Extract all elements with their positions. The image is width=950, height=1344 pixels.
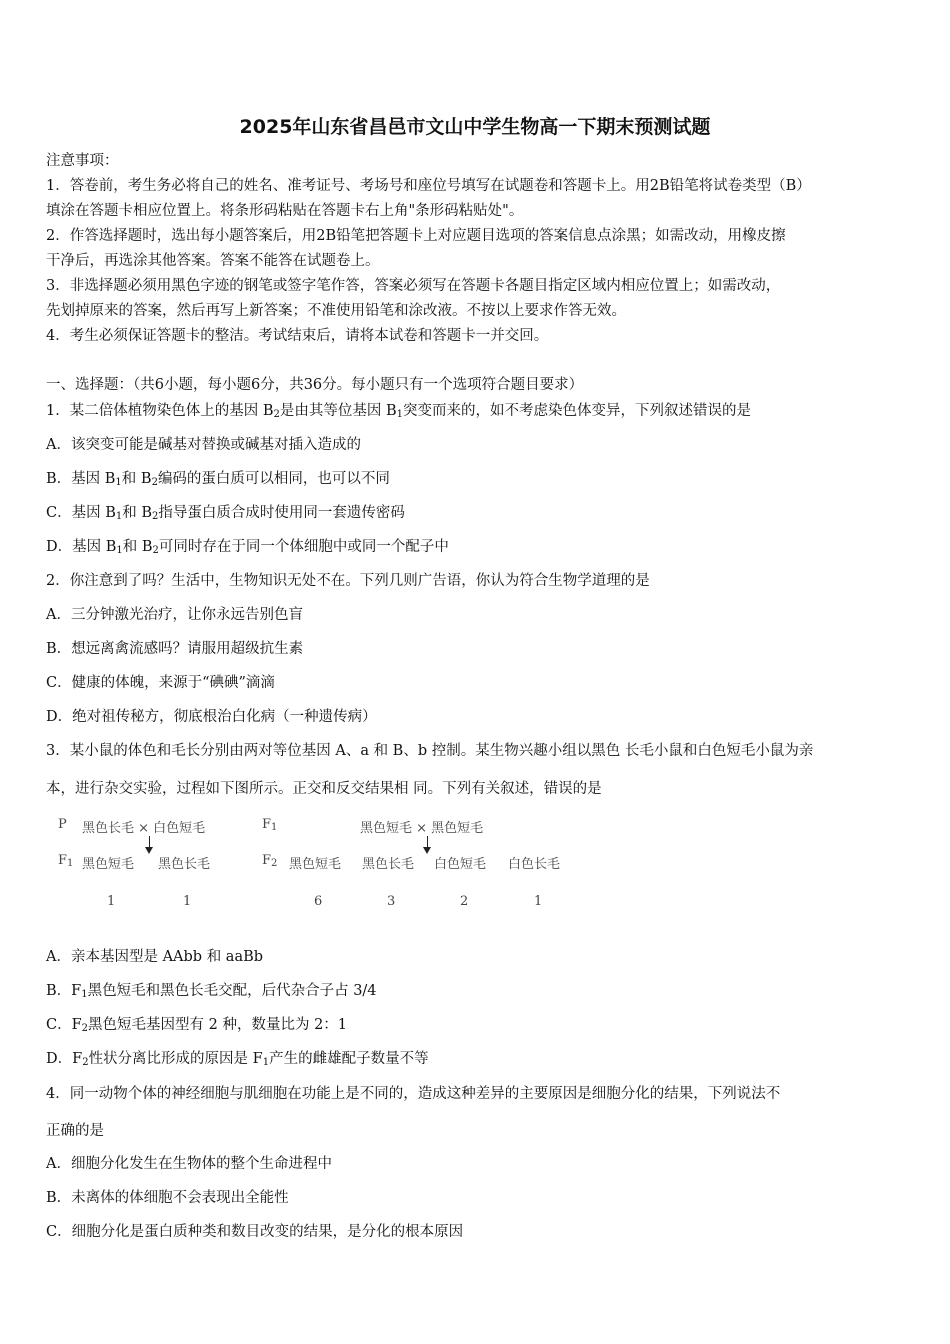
- notice-line: 3．非选择题必须用黑色字迹的钢笔或签字笔作答，答案必须写在答题卡各题目指定区域内相应位置上；如需改动，: [46, 278, 781, 294]
- question-number: 1．: [46, 403, 70, 419]
- option-text: 和 B: [121, 471, 152, 487]
- f2-phenotype: 黑色长毛: [362, 857, 415, 872]
- option-text: 黑色短毛基因型有 2 种，数量比为 2：1: [88, 1017, 348, 1033]
- f2-ratio: 6: [314, 894, 323, 909]
- f1-phenotype: 黑色长毛: [158, 857, 211, 872]
- option-text: C．F: [46, 1017, 82, 1033]
- stem-text: 是由其等位基因 B: [279, 403, 397, 419]
- subscript: 1: [67, 858, 74, 869]
- section-heading: 一、选择题：（共6小题，每小题6分，共36分。每小题只有一个选项符合题目要求）: [46, 377, 584, 393]
- notice-line: 4．考生必须保证答题卡的整洁。考试结束后，请将本试卷和答题卡一并交回。: [46, 328, 549, 344]
- f1-ratio: 1: [183, 894, 192, 909]
- question-1-option-b: [46, 469, 390, 493]
- question-1-option-d: [46, 537, 449, 561]
- notice-heading: 注意事项：: [46, 153, 119, 169]
- question-4-option-a: A．细胞分化发生在生物体的整个生命进程中: [46, 1156, 332, 1172]
- f2-phenotype: 白色长毛: [508, 857, 561, 872]
- question-1-stem: [46, 401, 751, 425]
- f2-phenotype: 白色短毛: [434, 857, 487, 872]
- stem-text: 某二倍体植物染色体上的基因 B: [69, 403, 274, 419]
- p-cross: 黑色长毛 × 白色短毛: [82, 821, 206, 836]
- question-3-option-b: [46, 981, 377, 1005]
- option-text: D．F: [46, 1051, 83, 1067]
- question-4-stem: [46, 1084, 780, 1104]
- option-text: 编码的蛋白质可以相同，也可以不同: [157, 471, 390, 487]
- question-1-option-c: [46, 503, 405, 527]
- down-arrow-icon: [427, 836, 428, 848]
- question-1-option-a: A．该突变可能是碱基对替换或碱基对插入造成的: [46, 437, 361, 453]
- question-3-stem: [46, 741, 813, 761]
- f1-label: [58, 853, 73, 869]
- option-text: 指导蛋白质合成时使用同一套遗传密码: [158, 505, 405, 521]
- option-text: 产生的雌雄配子数量不等: [269, 1051, 429, 1067]
- p-label: P: [58, 817, 67, 832]
- option-text: 黑色短毛和黑色长毛交配，后代杂合子占 3/4: [87, 983, 377, 999]
- stem-text: 你注意到了吗？生活中，生物知识无处不在。下列几则广告语，你认为符合生物学道理的是: [69, 573, 650, 589]
- question-2-option-a: A．三分钟激光治疗，让你永远告别色盲: [46, 607, 303, 623]
- gen-letter: F: [58, 853, 68, 868]
- down-arrow-icon: [149, 836, 150, 848]
- subscript: 2: [152, 545, 159, 556]
- subscript: 1: [116, 545, 123, 556]
- question-2-option-d: D．绝对祖传秘方，彻底根治白化病（一种遗传病）: [46, 709, 377, 725]
- question-3-option-d: [46, 1049, 429, 1073]
- question-3-option-c: [46, 1015, 347, 1039]
- question-4-option-b: B．未离体的体细胞不会表现出全能性: [46, 1190, 289, 1206]
- subscript: 1: [115, 477, 122, 488]
- subscript: 1: [271, 822, 278, 833]
- subscript: 2: [152, 511, 159, 522]
- notice-line: 干净后，再选涂其他答案。答案不能答在试题卷上。: [46, 253, 380, 269]
- stem-text: 突变而来的，如不考虑染色体变异，下列叙述错误的是: [403, 403, 752, 419]
- notice-line: 填涂在答题卡相应位置上。将条形码粘贴在答题卡右上角"条形码粘贴处"。: [46, 203, 524, 219]
- f2-ratio: 1: [534, 894, 543, 909]
- option-text: 性状分离比形成的原因是 F: [88, 1051, 263, 1067]
- option-text: B．F: [46, 983, 82, 999]
- gen-letter: F: [262, 817, 272, 832]
- f2-ratio: 3: [387, 894, 396, 909]
- f1-cross: 黑色短毛 × 黑色短毛: [360, 821, 484, 836]
- question-3-stem-cont: 本，进行杂交实验，过程如下图所示。正交和反交结果相 同。下列有关叙述，错误的是: [46, 781, 602, 797]
- question-2-option-c: C．健康的体魄，来源于“碘碘”滴滴: [46, 675, 275, 691]
- gen-letter: F: [262, 853, 272, 868]
- option-text: C．基因 B: [46, 505, 116, 521]
- notice-line: 1．答卷前，考生务必将自己的姓名、准考证号、考场号和座位号填写在试题卷和答题卡上。用2B铅笔将试卷类型（B）: [46, 178, 811, 194]
- f2-ratio: 2: [460, 894, 469, 909]
- question-2-stem: [46, 571, 650, 591]
- question-number: 3．: [46, 743, 70, 759]
- page-title: 2025年山东省昌邑市文山中学生物高一下期末预测试题: [239, 116, 711, 138]
- option-text: B．基因 B: [46, 471, 116, 487]
- subscript: 1: [115, 511, 123, 522]
- question-number: 4．: [46, 1086, 70, 1102]
- f2-phenotype: 黑色短毛: [289, 857, 342, 872]
- stem-text: 某小鼠的体色和毛长分别由两对等位基因 A、a 和 B、b 控制。某生物兴趣小组以黑色 长毛小鼠和白色短毛小鼠为亲: [69, 743, 814, 759]
- question-4-option-c: C．细胞分化是蛋白质种类和数目改变的结果，是分化的根本原因: [46, 1224, 464, 1240]
- question-4-stem-cont: 正确的是: [46, 1123, 104, 1139]
- subscript: 2: [151, 477, 158, 488]
- subscript: 1: [396, 409, 404, 420]
- notice-line: 先划掉原来的答案，然后再写上新答案；不准使用铅笔和涂改液。不按以上要求作答无效。: [46, 303, 626, 319]
- f1-ratio: 1: [107, 894, 116, 909]
- option-text: 和 B: [122, 505, 152, 521]
- subscript: 2: [271, 858, 278, 869]
- subscript: 2: [82, 1057, 89, 1068]
- f1-phenotype: 黑色短毛: [82, 857, 135, 872]
- f2-label: [262, 853, 277, 869]
- subscript: 2: [81, 1023, 89, 1034]
- f1-label: [262, 817, 277, 833]
- question-2-option-b: B．想远离禽流感吗？请服用超级抗生素: [46, 641, 304, 657]
- question-number: 2．: [46, 573, 70, 589]
- option-text: 和 B: [122, 539, 153, 555]
- stem-text: 同一动物个体的神经细胞与肌细胞在功能上是不同的，造成这种差异的主要原因是细胞分化的结果，下列说法不: [69, 1086, 781, 1102]
- notice-line: 2．作答选择题时，选出每小题答案后，用2B铅笔把答题卡上对应题目选项的答案信息点涂黑；如需改动，用橡皮擦: [46, 228, 786, 244]
- subscript: 1: [262, 1057, 270, 1068]
- option-text: D．基因 B: [46, 539, 117, 555]
- question-3-option-a: A．亲本基因型是 AAbb 和 aaBb: [46, 949, 264, 965]
- option-text: 可同时存在于同一个体细胞中或同一个配子中: [158, 539, 449, 555]
- subscript: 1: [81, 989, 88, 1000]
- subscript: 2: [273, 409, 280, 420]
